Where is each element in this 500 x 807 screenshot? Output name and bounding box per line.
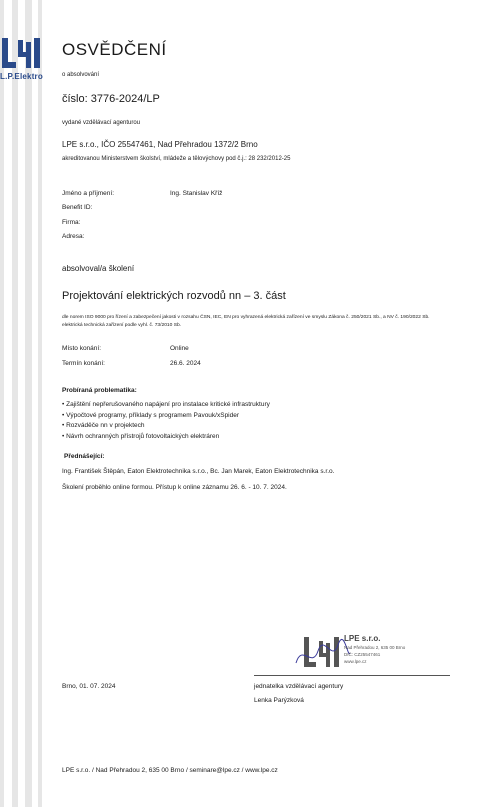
agency-name: LPE s.r.o., IČO 25547461, Nad Přehradou 1372/2 Brno (62, 140, 258, 149)
logo-text: L.P.Elektro (0, 72, 43, 81)
stamp-line-1: Nad Přehradou 2, 635 00 Brno (344, 645, 406, 650)
signatory-role: jednatelka vzdělávací agentury (254, 683, 344, 690)
venue-label: Místo konání: (62, 345, 102, 352)
lecturers-text: Ing. František Štěpán, Eaton Elektrotechnika s.r.o., Bc. Jan Marek, Eaton Elektrotechnika s.r.o. (62, 468, 335, 475)
stamp-line-2: DIČ: CZ25547461 (344, 652, 381, 657)
address-label: Adresa: (62, 233, 85, 240)
venue-value: Online (170, 345, 189, 352)
benefit-id-label: Benefit ID: (62, 204, 93, 211)
certificate-subtitle: o absolvování (62, 72, 100, 78)
date-value: 26.6. 2024 (170, 360, 201, 367)
left-stripe-3 (25, 0, 32, 807)
stamp-line-3: www.lpe.cz (344, 659, 367, 664)
list-item: • Výpočtové programy, příklady s programem Pavouk/xSpider (62, 412, 270, 423)
name-label: Jméno a příjmení: (62, 190, 115, 197)
company-label: Firma: (62, 219, 81, 226)
date-label: Termín konání: (62, 360, 105, 367)
footer-contact: LPE s.r.o. / Nad Přehradou 2, 635 00 Brno / seminare@lpe.cz / www.lpe.cz (62, 767, 278, 774)
certificate-number: číslo: 3776-2024/LP (62, 93, 160, 105)
stamp-company: LPE s.r.o. (344, 634, 381, 643)
lecturers-heading: Přednášející: (64, 453, 105, 460)
norm-text-2: elektrická technická zařízení podle vyhl. č. 73/2010 Sb. (62, 323, 182, 328)
lpe-logo-icon (0, 36, 46, 70)
accreditation-text: akreditovanou Ministerstvem školství, mládeže a tělovýchovy pod č.j.: 28 232/2012-25 (62, 156, 291, 162)
left-stripe-1 (0, 0, 4, 807)
signature-line (254, 675, 450, 676)
left-stripe-2 (12, 0, 18, 807)
topics-heading: Probíraná problematika: (62, 387, 137, 394)
course-title: Projektování elektrických rozvodů nn – 3. část (62, 290, 286, 302)
left-stripe-4 (38, 0, 42, 807)
signatory-name: Lenka Parýzková (254, 697, 304, 704)
certificate-title: OSVĚDČENÍ (62, 40, 167, 59)
online-note: Školení proběhlo online formou. Přístup k online záznamu 26. 6. - 10. 7. 2024. (62, 484, 287, 491)
topics-list (62, 401, 270, 443)
list-item: • Zajištění nepřerušovaného napájení pro instalace kritické infrastruktury (62, 401, 270, 412)
completed-label: absolvoval/a školení (62, 264, 135, 273)
name-value: Ing. Stanislav Kříž (170, 190, 223, 197)
list-item: • Návrh ochranných přístrojů fotovoltaických elektráren (62, 433, 270, 444)
list-item: • Rozváděče nn v projektech (62, 422, 270, 433)
place-date: Brno, 01. 07. 2024 (62, 683, 116, 690)
norm-text-1: dle norem ISO 9000 pro řízení a zabezpečení jakosti v rozsahu ČSN, IEC, EN pro vyhrazená elektrická zařízení ve smyslu Zákona č. 250/2021 Sb., a NV č. 190/2022 Sb. (62, 315, 430, 320)
signature-stamp-icon (292, 633, 352, 673)
issued-by-label: vydané vzdělávací agenturou (62, 120, 141, 126)
